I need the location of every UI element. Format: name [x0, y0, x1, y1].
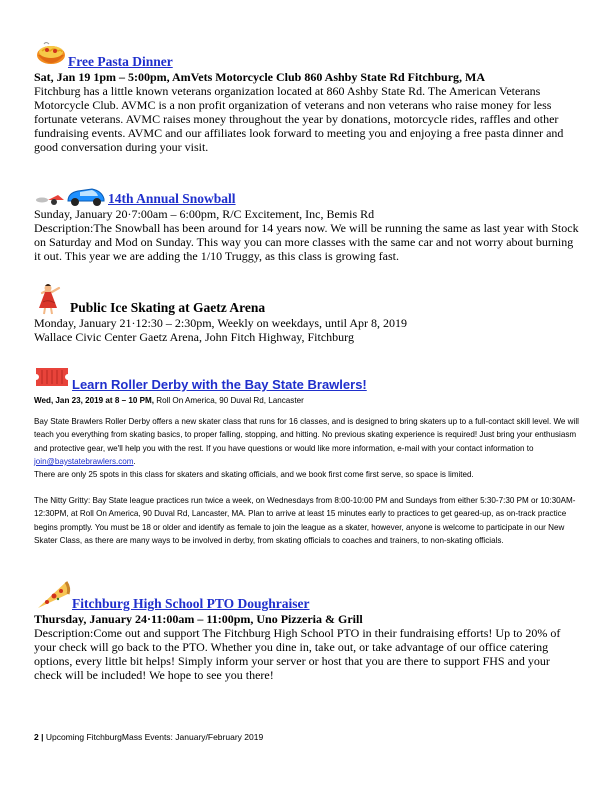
event-free-pasta-dinner	[34, 38, 580, 154]
event-location: Wallace Civic Center Gaetz Arena, John Fitch Highway, Fitchburg	[34, 330, 354, 344]
dancer-icon	[34, 282, 70, 316]
email-suffix: .	[133, 456, 136, 466]
event-spots-note: There are only 25 spots in this class for skaters and skating officials, and we book first come first serve, so space is limited.	[34, 470, 474, 480]
event-title: Public Ice Skating at Gaetz Arena	[70, 300, 266, 315]
event-annual-snowball	[34, 183, 580, 263]
pizza-icon	[34, 578, 72, 612]
event-nitty-gritty: The Nitty Gritty: Bay State league practices run twice a week, on Wednesdays from 8:00-10:00 PM and Sundays from either 5:30-7:30 PM or 10:30AM-12:30PM, at Roll On America, 90 Duval Rd, Lancaster, MA. Plan to arrive at least 15 minutes early to practices to get geared-up, as on-track practice begins promptly. You must be 18 or older and identify as female to join the league as a skater, however, anyone is welcome to participate in our New Skater Class, as there are many ways to be involved in derby, from skating officials to coaches and trainers, to non-skating officials.	[34, 496, 576, 545]
event-public-ice-skating	[34, 282, 580, 344]
footer-text: Upcoming FitchburgMass Events: January/February 2019	[45, 732, 264, 742]
page-number: 2	[34, 732, 39, 742]
event-description	[34, 415, 580, 468]
event-roller-derby	[34, 364, 580, 547]
event-title-row	[34, 364, 580, 392]
rc-car-icon	[34, 183, 108, 207]
event-title-row	[34, 38, 580, 70]
event-pto-doughraiser	[34, 578, 580, 682]
event-description: Description:The Snowball has been around for 14 years now. We will be running the same as last year with Stock on Saturday and Mod on Sunday. This way you can more classes with the same car and not worry about burning it out. This year we are adding the 1/10 Truggy, as this class is growing fast.	[34, 221, 579, 263]
contact-email-link[interactable]: join@baystatebrawlers.com	[34, 456, 134, 466]
event-date-location	[34, 394, 580, 407]
event-title-link[interactable]: Fitchburg High School PTO Doughraiser	[72, 596, 310, 611]
event-title-row	[34, 578, 580, 612]
event-title-link[interactable]: 14th Annual Snowball	[108, 191, 236, 206]
footer-separator: |	[38, 732, 46, 742]
event-description: Description:Come out and support The Fitchburg High School PTO in their fundraising efforts! Up to 20% of your check will go back to the PTO. Whether you dine in, take out, or take advantage of our office catering options, every little bit helps! Simply inform your server or host that you are there to support FHS and your check will be included! We hope to see you there!	[34, 626, 561, 682]
event-date-location: Sat, Jan 19 1pm – 5:00pm, AmVets Motorcycle Club 860 Ashby State Rd Fitchburg, MA	[34, 70, 486, 84]
page-footer	[34, 732, 263, 742]
event-title-link[interactable]: Free Pasta Dinner	[68, 54, 173, 69]
event-date: Wed, Jan 23, 2019 at 8 – 10 PM,	[34, 396, 154, 405]
event-title-link[interactable]: Learn Roller Derby with the Bay State Brawlers!	[72, 377, 367, 392]
event-location: Roll On America, 90 Duval Rd, Lancaster	[153, 396, 304, 405]
pasta-icon	[34, 38, 68, 70]
event-date-location: Thursday, January 24·11:00am – 11:00pm, Uno Pizzeria & Grill	[34, 612, 363, 626]
event-title-row	[34, 183, 580, 207]
event-date-location: Sunday, January 20·7:00am – 6:00pm, R/C Excitement, Inc, Bemis Rd	[34, 207, 375, 221]
event-description: Fitchburg has a little known veterans organization located at 860 Ashby State Rd. The American Veterans Motorcycle Club. AVMC is a non profit organization of veterans and non veterans who raise money for less fortunate veterans. AVMC raises money throughout the year by donations, motorcycle rides, raffles and other fundraising events. AVMC and our affiliates look forward to meeting you and enjoying a free pasta dinner and good conversation during your visit.	[34, 84, 564, 154]
event-title-row	[34, 282, 580, 316]
event-date: Monday, January 21·12:30 – 2:30pm, Weekly on weekdays, until Apr 8, 2019	[34, 316, 407, 330]
event-description-text: Bay State Brawlers Roller Derby offers a new skater class that runs for 16 classes, and is designed to bring skaters up to a full-contact skill level. We will teach you everything from skating basics, to proper falling, stopping, and hitting. No previous skating experience is required! Just bring your enthusiasm and protective gear, we'll help you with the rest. If you have questions or would like more information, e-mail with your contact information to	[34, 417, 579, 453]
ticket-icon	[34, 364, 72, 392]
